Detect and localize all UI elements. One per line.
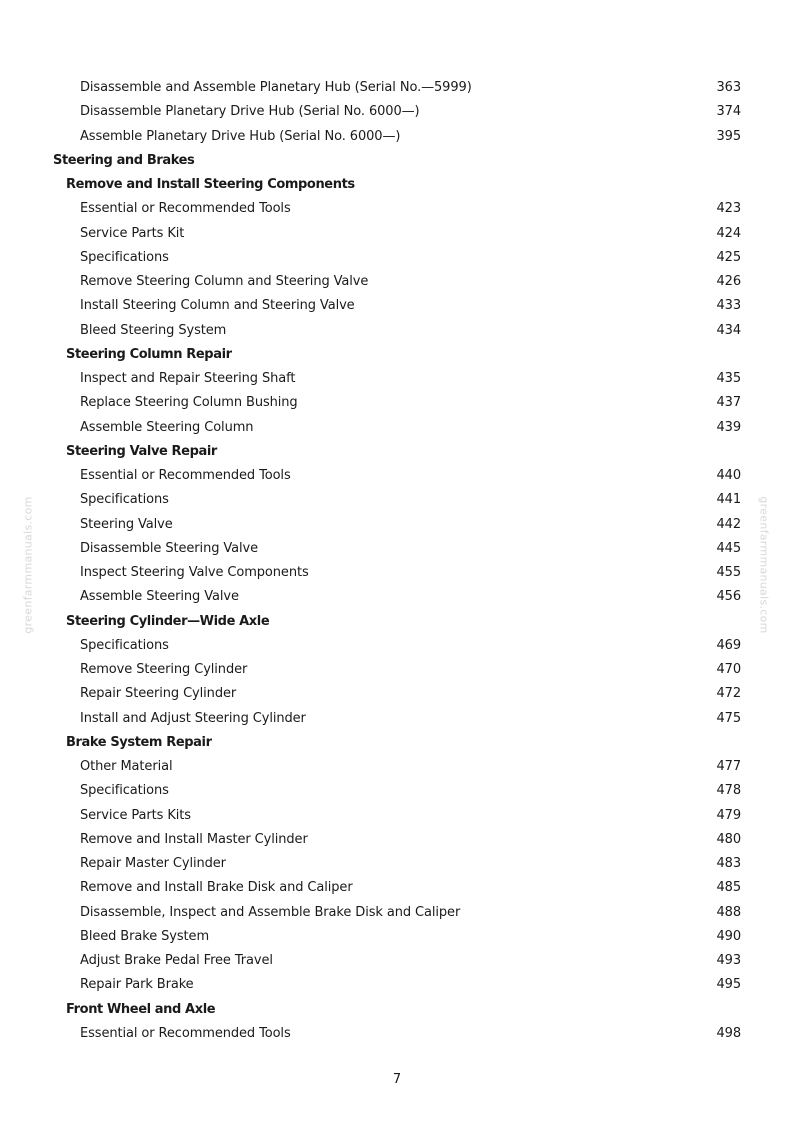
toc-entry-title: Essential or Recommended Tools bbox=[80, 468, 291, 483]
toc-entry bbox=[0, 197, 794, 221]
toc-entry bbox=[0, 876, 794, 900]
toc-entry-page-number: 425 bbox=[716, 249, 741, 265]
toc-subsection-heading bbox=[0, 731, 794, 755]
toc-entry-title: Adjust Brake Pedal Free Travel bbox=[80, 953, 273, 968]
toc-entry-page-number: 475 bbox=[716, 710, 741, 726]
toc-entry-title: Assemble Steering Valve bbox=[80, 589, 239, 605]
toc-entry-title: Disassemble Planetary Drive Hub (Serial No. 6000—) bbox=[80, 104, 420, 120]
toc-entry-title: Remove Steering Column and Steering Valve bbox=[80, 274, 369, 289]
toc-entry bbox=[0, 391, 794, 415]
toc-entry-title: Replace Steering Column Bushing bbox=[80, 395, 298, 411]
toc-subsection-heading bbox=[0, 440, 794, 464]
toc-entry-title: Inspect and Repair Steering Shaft bbox=[80, 371, 296, 386]
toc-entry-page-number: 493 bbox=[716, 953, 741, 968]
toc-entry-title: Specifications bbox=[80, 249, 169, 265]
toc-entry bbox=[0, 76, 794, 100]
watermark-right: greenfarmmanuals.com bbox=[757, 496, 771, 634]
toc-entry-page-number: 477 bbox=[716, 759, 741, 774]
toc-entry bbox=[0, 561, 794, 585]
toc-entry-title: Essential or Recommended Tools bbox=[80, 1025, 291, 1041]
toc-entry bbox=[0, 246, 794, 270]
watermark-left: greenfarmmanuals.com bbox=[21, 496, 35, 634]
toc-entry-title: Remove and Install Steering Components bbox=[66, 177, 355, 192]
toc-entry bbox=[0, 707, 794, 731]
toc-entry-page-number: 435 bbox=[716, 371, 741, 386]
toc-entry-title: Specifications bbox=[80, 637, 169, 653]
toc-entry-title: Bleed Brake System bbox=[80, 928, 210, 944]
toc-entry-title: Disassemble, Inspect and Assemble Brake Disk and Caliper bbox=[80, 904, 461, 920]
toc-entry-page-number: 480 bbox=[716, 831, 741, 847]
toc-entry bbox=[0, 634, 794, 658]
toc-entry-title: Repair Master Cylinder bbox=[80, 856, 226, 871]
toc-entry-title: Inspect Steering Valve Components bbox=[80, 565, 309, 580]
toc-entry bbox=[0, 804, 794, 828]
toc-entry bbox=[0, 1022, 794, 1046]
toc-entry-page-number: 490 bbox=[716, 928, 741, 944]
toc-entry-title: Steering Valve Repair bbox=[66, 443, 217, 459]
toc-entry-page-number: 478 bbox=[716, 783, 741, 799]
toc-entry-page-number: 456 bbox=[716, 589, 741, 605]
toc-entry bbox=[0, 949, 794, 973]
toc-entry-title: Remove Steering Cylinder bbox=[80, 662, 248, 677]
toc-entry-page-number: 395 bbox=[716, 128, 741, 144]
toc-entry-page-number: 423 bbox=[716, 201, 741, 217]
toc-entry-title: Service Parts Kit bbox=[80, 225, 185, 241]
toc-entry-page-number: 485 bbox=[716, 880, 741, 896]
toc-entry-page-number: 469 bbox=[716, 637, 741, 653]
toc-entry-page-number: 442 bbox=[716, 516, 741, 532]
toc-entry-page-number: 470 bbox=[716, 662, 741, 677]
toc-entry-page-number: 479 bbox=[716, 807, 741, 823]
toc-entry-title: Assemble Planetary Drive Hub (Serial No. 6000—) bbox=[80, 128, 401, 144]
toc-entry bbox=[0, 925, 794, 949]
toc-subsection-heading bbox=[0, 610, 794, 634]
toc-entry-title: Repair Park Brake bbox=[80, 977, 194, 993]
toc-entry-page-number: 445 bbox=[716, 540, 741, 556]
toc-entry bbox=[0, 852, 794, 876]
toc-entry-page-number: 495 bbox=[716, 977, 741, 993]
toc-entry-title: Steering Cylinder—Wide Axle bbox=[66, 613, 270, 629]
toc-entry bbox=[0, 682, 794, 706]
toc-entry-title: Install Steering Column and Steering Valve bbox=[80, 298, 355, 314]
toc-entry-page-number: 440 bbox=[716, 468, 741, 483]
toc-entry bbox=[0, 319, 794, 343]
toc-section-heading bbox=[0, 149, 794, 173]
toc-entry-title: Specifications bbox=[80, 783, 169, 799]
toc-entry-page-number: 488 bbox=[716, 904, 741, 920]
toc-entry bbox=[0, 222, 794, 246]
toc-entry bbox=[0, 488, 794, 512]
toc-entry-page-number: 472 bbox=[716, 686, 741, 702]
toc-entry-title: Essential or Recommended Tools bbox=[80, 201, 291, 217]
toc-entry-title: Repair Steering Cylinder bbox=[80, 686, 237, 702]
toc-entry-page-number: 363 bbox=[716, 80, 741, 95]
toc-entry bbox=[0, 828, 794, 852]
toc-entry-page-number: 433 bbox=[716, 298, 741, 314]
toc-entry bbox=[0, 294, 794, 318]
toc-entry-title: Service Parts Kits bbox=[80, 807, 191, 823]
toc-entry-page-number: 374 bbox=[716, 104, 741, 120]
toc-entry bbox=[0, 658, 794, 682]
toc-entry bbox=[0, 464, 794, 488]
toc-entry-page-number: 426 bbox=[716, 274, 741, 289]
toc-entry-title: Disassemble Steering Valve bbox=[80, 540, 259, 556]
toc-entry-title: Steering Column Repair bbox=[66, 346, 232, 362]
toc-entry-page-number: 437 bbox=[716, 395, 741, 411]
toc-entry-title: Brake System Repair bbox=[66, 734, 212, 750]
toc-entry-page-number: 455 bbox=[716, 565, 741, 580]
toc-entry bbox=[0, 585, 794, 609]
toc-entry bbox=[0, 367, 794, 391]
toc-entry-title: Remove and Install Master Cylinder bbox=[80, 831, 308, 847]
toc-entry-page-number: 439 bbox=[716, 419, 741, 435]
toc-entry-page-number: 441 bbox=[716, 492, 741, 508]
toc-entry-title: Front Wheel and Axle bbox=[66, 1001, 216, 1017]
toc-entry-page-number: 498 bbox=[716, 1025, 741, 1041]
toc-subsection-heading bbox=[0, 173, 794, 197]
toc-entry-title: Assemble Steering Column bbox=[80, 419, 254, 435]
toc-entry-title: Specifications bbox=[80, 492, 169, 508]
toc-entry-title: Disassemble and Assemble Planetary Hub (Serial No.—5999) bbox=[80, 80, 472, 95]
page-number: 7 bbox=[392, 1072, 402, 1087]
toc-entry bbox=[0, 513, 794, 537]
table-of-contents bbox=[0, 76, 794, 1046]
toc-entry-page-number: 483 bbox=[716, 856, 741, 871]
toc-entry-title: Remove and Install Brake Disk and Caliper bbox=[80, 880, 353, 896]
toc-entry bbox=[0, 779, 794, 803]
toc-entry bbox=[0, 270, 794, 294]
toc-entry-title: Bleed Steering System bbox=[80, 322, 227, 338]
toc-entry-title: Steering Valve bbox=[80, 516, 173, 532]
toc-subsection-heading bbox=[0, 343, 794, 367]
toc-entry bbox=[0, 416, 794, 440]
toc-subsection-heading bbox=[0, 998, 794, 1022]
toc-entry bbox=[0, 100, 794, 124]
toc-entry bbox=[0, 537, 794, 561]
toc-entry bbox=[0, 901, 794, 925]
toc-entry-page-number: 424 bbox=[716, 225, 741, 241]
toc-entry-page-number: 434 bbox=[716, 322, 741, 338]
toc-entry bbox=[0, 755, 794, 779]
toc-entry-title: Install and Adjust Steering Cylinder bbox=[80, 710, 306, 726]
toc-entry bbox=[0, 125, 794, 149]
toc-entry-title: Other Material bbox=[80, 759, 173, 774]
toc-entry bbox=[0, 973, 794, 997]
toc-entry-title: Steering and Brakes bbox=[53, 152, 195, 168]
